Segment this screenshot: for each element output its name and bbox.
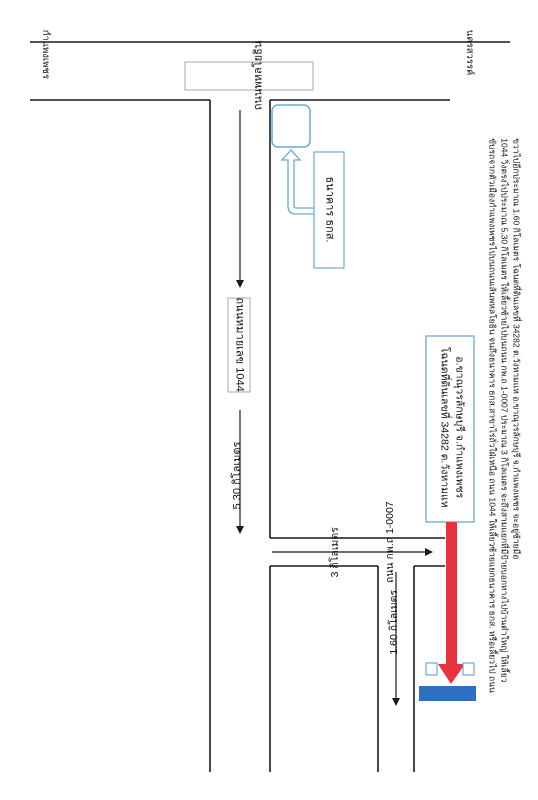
arrowhead <box>392 698 400 706</box>
property-arrow-head <box>438 664 465 684</box>
property-label-line1: โฉนดที่ดินเลขที่ 34282 ต.วังหามแห <box>438 346 451 508</box>
arrowhead <box>236 280 244 288</box>
province-road-label-left: กำแพงเพชร <box>39 29 51 79</box>
property-arrow-shaft <box>446 522 457 667</box>
distance-3-label: 3 กิโลเมตร <box>328 527 341 578</box>
distance-530-label: 5.30 กิโลเมตร <box>231 441 244 510</box>
highway-label-box <box>185 62 313 90</box>
property-marker <box>419 686 476 701</box>
bank-label: ธนาคาร ธกส. <box>323 176 336 243</box>
highway-1044-label: ถนนหมายเลข 1044 <box>233 297 246 392</box>
house-marker <box>426 663 437 675</box>
highway-main-label: ถนนพหลโยธิน <box>252 40 265 111</box>
bank-pointer-arrow <box>282 150 316 214</box>
distance-160-label: 1.60 กิโลเมตร <box>387 589 400 655</box>
local-road-label: ถนน กพ.ถ 1-0007 <box>383 501 396 584</box>
property-label-line2: อ.ขาณุวรลักษบุรี จ.กำแพงเพชร <box>453 356 466 499</box>
arrowhead <box>236 526 244 534</box>
arrowhead <box>425 548 433 556</box>
house-marker <box>463 663 474 675</box>
province-road-label-right: นครสวรรค์ <box>463 29 475 76</box>
directions-line-2: 1044 วิ่งตรงไปประมาณ 5.30 กิโลเมตร ให้เลี้ยวซ้ายไปบนถนน กพ.ถ 1-0007 ประมาณ 3 กิโลเมตร จะถึงสามแยกที่มีป้ายบอกทางไปบ้านดำใหญ่ ให้เลี้ยว <box>499 138 510 683</box>
directions-line-1: ขับรถจากตัวเมืองกำแพงเพชรไปบนถนนเส้นพหลโยธิน จนถึงธนาคาร ธกส.สาขาไร่ถั่วใฝ่เหนือ ถนน 1044 ให้เลี้ยวซ้ายแยกธนาคาร ธกส. หรือเลี้ยวไป ถนน <box>487 138 498 693</box>
bank-building-marker <box>272 105 310 147</box>
directions-line-3: ขวาไปอีกประมาณ 1.60 กิโลเมตร โฉนดที่ดินเลขที่ 34282 ต.วังหามแห อ.ขาณุวรลักษบุรี จ.กำแพงเพชร จะอยู่ซ้ายมือ <box>511 138 522 560</box>
